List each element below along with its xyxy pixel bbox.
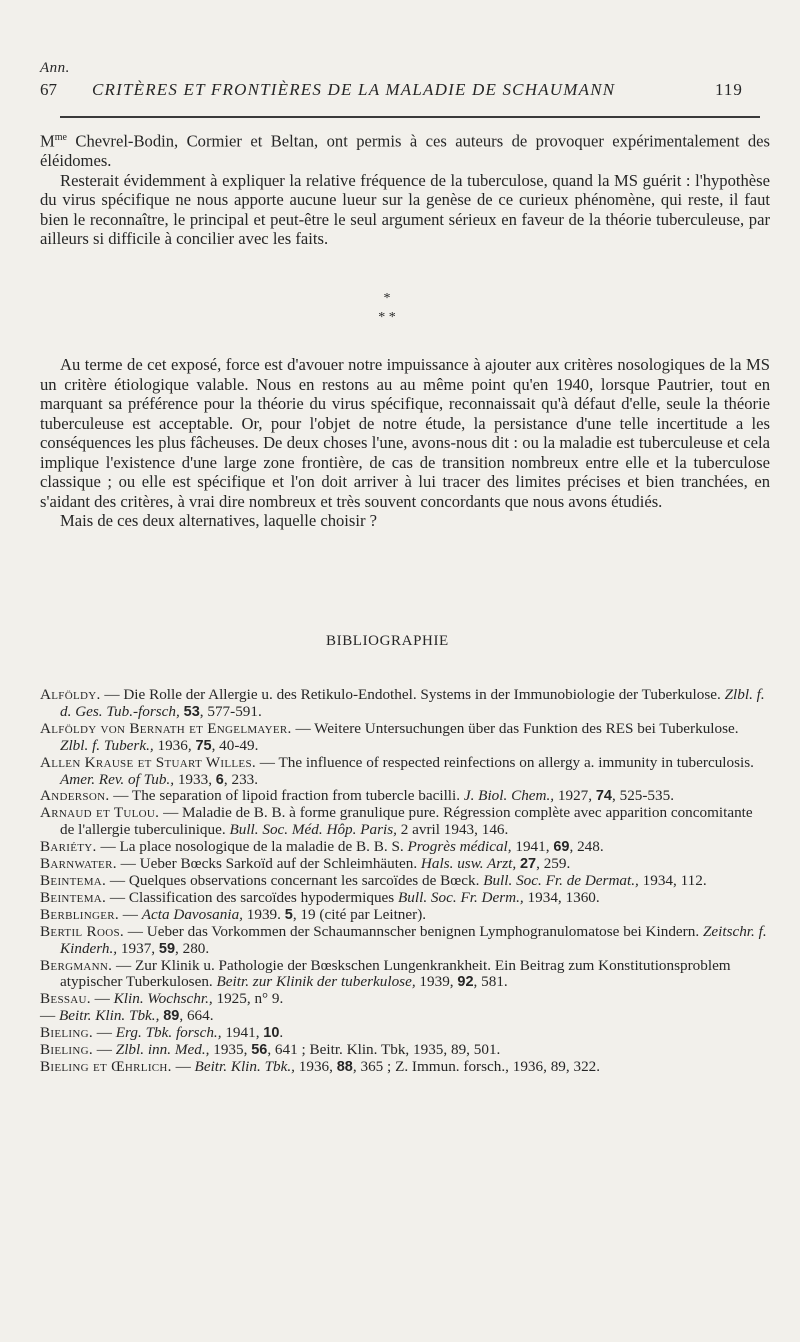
entry-text: 1939, [415, 973, 458, 991]
entry-journal: Klin. Wochschr., [113, 990, 213, 1008]
entry-author: Bieling et Œhrlich. [40, 1057, 172, 1075]
entry-text: , 581. [473, 973, 508, 991]
bibliography-entry [40, 788, 770, 805]
entry-text: , 280. [175, 939, 210, 957]
entry-journal: Zlbl. inn. Med., [115, 1041, 210, 1059]
paragraph-text: Chevrel-Bodin, Cormier et Beltan, ont permis à ces auteurs de provoquer expérimentalement des éléidomes. [40, 131, 770, 171]
journal-abbreviation: Ann. [40, 60, 70, 76]
entry-text: — Classification des sarcoïdes hypodermiques [106, 888, 399, 906]
entry-journal: Progrès médical, [407, 838, 512, 856]
entry-text: 1941, [511, 838, 554, 856]
entry-volume: 89 [163, 1008, 180, 1025]
entry-text: — The influence of respected reinfections on allergy a. immunity in tuberculosis. [255, 753, 754, 771]
entry-text: — Maladie de B. B. à forme granulique pure. Régression complète avec apparition concomitante de l'allergie tuberculinique. [60, 804, 753, 839]
entry-text: — [171, 1057, 195, 1075]
entry-text: , 641 ; Beitr. Klin. Tbk, 1935, 89, 501. [267, 1041, 501, 1059]
entry-journal: Amer. Rev. of Tub., [60, 770, 175, 788]
entry-author: Anderson. [40, 787, 110, 805]
entry-text: 1941, [221, 1024, 264, 1042]
honorific-sup: me [54, 132, 67, 143]
entry-journal: Hals. usw. Arzt, [420, 855, 517, 873]
entry-text: — [118, 905, 142, 923]
entry-author: Bessau. [40, 990, 91, 1008]
entry-volume: 5 [284, 906, 293, 923]
entry-text: — Die Rolle der Allergie u. des Retikulo-Endothel. Systems in der Immunobiologie der Tuberkulose. [100, 686, 725, 703]
entry-text: 2 avril 1943, 146. [396, 821, 509, 839]
page-number: 119 [715, 80, 743, 99]
entry-journal: Beitr. zur Klinik der tuberkulose, [216, 973, 416, 991]
paragraph [40, 128, 770, 171]
entry-journal: Zeitschr. f. Kinderh., [60, 922, 767, 957]
entry-text: , 248. [569, 838, 604, 856]
bibliography-entry [40, 907, 770, 924]
entry-text: 1935, [209, 1041, 252, 1059]
entry-author: Bertil Roos. [40, 922, 124, 940]
entry-text: 1927, [554, 787, 596, 805]
entry-volume: 59 [158, 940, 176, 957]
entry-text: , 664. [179, 1007, 214, 1025]
entry-author: Arnaud et Tulou. [40, 804, 160, 822]
entry-text: 1939. [242, 905, 285, 923]
bibliography-heading: BIBLIOGRAPHIE [326, 633, 449, 649]
entry-journal: Zlbl. f. d. Ges. Tub.-forsch, [60, 686, 765, 720]
entry-journal: Beitr. Klin. Tbk., [58, 1007, 160, 1025]
bibliography-entry [40, 873, 770, 890]
entry-text: . [279, 1024, 284, 1042]
bibliography-entry [40, 839, 770, 856]
body-section-2 [40, 355, 770, 531]
entry-volume: 6 [215, 771, 224, 788]
entry-journal: Zlbl. f. Tuberk., [60, 736, 154, 754]
entry-text: — [90, 990, 114, 1008]
entry-text: — Ueber Bœcks Sarkoïd auf der Schleimhäuten. [116, 855, 421, 873]
entry-author: Beintema. [40, 888, 107, 906]
bibliography-entry [40, 958, 770, 992]
entry-journal: Bull. Soc. Fr. de Dermat., [483, 871, 639, 889]
entry-author: Berblinger. [40, 905, 119, 923]
entry-author: Beintema. [40, 871, 107, 889]
entry-volume: 10 [263, 1025, 280, 1042]
entry-text: , 577-591. [199, 702, 262, 720]
bibliography-entry [40, 1059, 770, 1076]
bibliography-entry [40, 755, 770, 789]
bibliography-entry [40, 1042, 770, 1059]
paragraph: Au terme de cet exposé, force est d'avouer notre impuissance à ajouter aux critères nosologiques de la MS un critère étiologique valable. Nous en restons au au même point qu'en 1940, lorsque Pautrier, tout en marquant sa préférence pour la théorie du virus spécifique, reconnaissait qu'à défaut d'elle, seule la théorie tuberculeuse est acceptable. Or, pour l'objet de notre étude, la persistance d'une telle incertitude a les conséquences les plus fâcheuses. De deux choses l'une, avons-nous dit : ou la maladie est tuberculeuse et cela implique l'existence d'une large zone frontière, de cas de transition nombreux entre elle et la tuberculose classique ; ou elle est spécifique et l'on doit arriver à lui tracer des limites précises et bien tranchées, en s'aidant des critères, à vrai dire nombreux et très souvent concordants que nous avons étudiés. [40, 355, 770, 511]
bibliography-entry [40, 1025, 770, 1042]
entry-text: 1933, [174, 770, 216, 788]
entry-journal: Beitr. Klin. Tbk., [194, 1057, 295, 1075]
asterism-top: * [383, 291, 391, 306]
asterism-bottom: * * [378, 310, 396, 325]
bibliography-entry [40, 805, 770, 839]
bibliography-entry [40, 991, 770, 1008]
entry-text: 1934, 1360. [523, 888, 600, 906]
paragraph: Resterait évidemment à expliquer la relative fréquence de la tuberculose, quand la MS guérit : l'hypothèse du virus spécifique ne nous apporte aucune lueur sur la genèse de ce curieux phénomène, qui reste, il faut bien le reconnaître, le principal et peut-être le seul argument sérieux en faveur de la théorie tuberculeuse, par ailleurs si difficile à concilier avec les faits. [40, 170, 770, 249]
entry-text: 1936, [294, 1057, 337, 1075]
entry-volume: 53 [183, 703, 200, 720]
entry-text: 1934, 112. [638, 871, 707, 889]
entry-text: — [92, 1024, 116, 1042]
entry-text: — Zur Klinik u. Pathologie der Bœskschen Lungenkrankheit. Ein Beitrag zum Konstitutionsproblem atypischer Tuberkulosen. [60, 956, 731, 991]
bibliography-entry [40, 924, 770, 958]
entry-text: 1925, n° 9. [212, 990, 284, 1008]
entry-author: Bergmann. [40, 956, 113, 974]
bibliography-entry [40, 856, 770, 873]
entry-author: Allen Krause et Stuart Willes. [40, 753, 256, 771]
entry-journal: Bull. Soc. Fr. Derm., [398, 888, 524, 906]
entry-journal: J. Biol. Chem., [463, 787, 555, 805]
entry-text: — Quelques observations concernant les sarcoïdes de Bœck. [106, 871, 484, 889]
entry-volume: 74 [595, 788, 612, 805]
entry-journal: Acta Davosania, [141, 905, 243, 923]
entry-text: , 259. [536, 855, 571, 873]
entry-text: — Weitere Untersuchungen über das Funktion des RES bei Tuberkulose. [291, 719, 739, 737]
running-title: CRITÈRES ET FRONTIÈRES DE LA MALADIE DE SCHAUMANN [92, 80, 616, 99]
asterism [372, 292, 402, 324]
entry-text: — Ueber das Vorkommen der Schaumannscher benignen Lymphogranulomatose bei Kindern. [123, 922, 703, 940]
entry-volume: 75 [195, 737, 212, 754]
entry-author: Barnwater. [40, 855, 117, 873]
entry-text: — [92, 1041, 116, 1059]
bibliography-list [40, 687, 770, 1076]
entry-journal: Bull. Soc. Méd. Hôp. Paris, [229, 821, 397, 839]
entry-text: , 19 (cité par Leitner). [292, 905, 427, 923]
entry-text: , 40-49. [211, 736, 259, 754]
bibliography-entry [40, 687, 770, 721]
entry-text: , 365 ; Z. Immun. forsch., 1936, 89, 322. [352, 1057, 601, 1075]
entry-volume: 56 [251, 1042, 268, 1059]
entry-text: — The separation of lipoid fraction from tubercle bacilli. [109, 787, 464, 805]
entry-author: Bariéty. [40, 838, 97, 856]
honorific: M [40, 131, 55, 151]
header-rule [60, 116, 760, 118]
entry-author: Alföldy von Bernath et Engelmayer. [40, 719, 292, 737]
entry-author: Bieling. [40, 1041, 93, 1059]
bibliography-entry [40, 1008, 770, 1025]
body-section-1 [40, 128, 770, 249]
entry-journal: Erg. Tbk. forsch., [115, 1024, 222, 1042]
entry-author: Bieling. [40, 1024, 93, 1042]
entry-text: — La place nosologique de la maladie de B. B. S. [96, 838, 408, 856]
entry-volume: 92 [457, 974, 474, 991]
entry-text: — [40, 1007, 59, 1025]
entry-volume: 27 [519, 856, 537, 873]
bibliography-entry [40, 721, 770, 755]
entry-text: , 525-535. [612, 787, 675, 805]
volume-number: 67 [40, 80, 57, 99]
entry-text: 1937, [117, 939, 159, 957]
bibliography-entry [40, 890, 770, 907]
entry-text: 1936, [153, 736, 196, 754]
entry-volume: 69 [553, 839, 570, 856]
entry-author: Alföldy. [40, 686, 101, 703]
paragraph: Mais de ces deux alternatives, laquelle choisir ? [60, 511, 378, 530]
entry-text: , 233. [223, 770, 259, 788]
entry-volume: 88 [336, 1058, 353, 1075]
